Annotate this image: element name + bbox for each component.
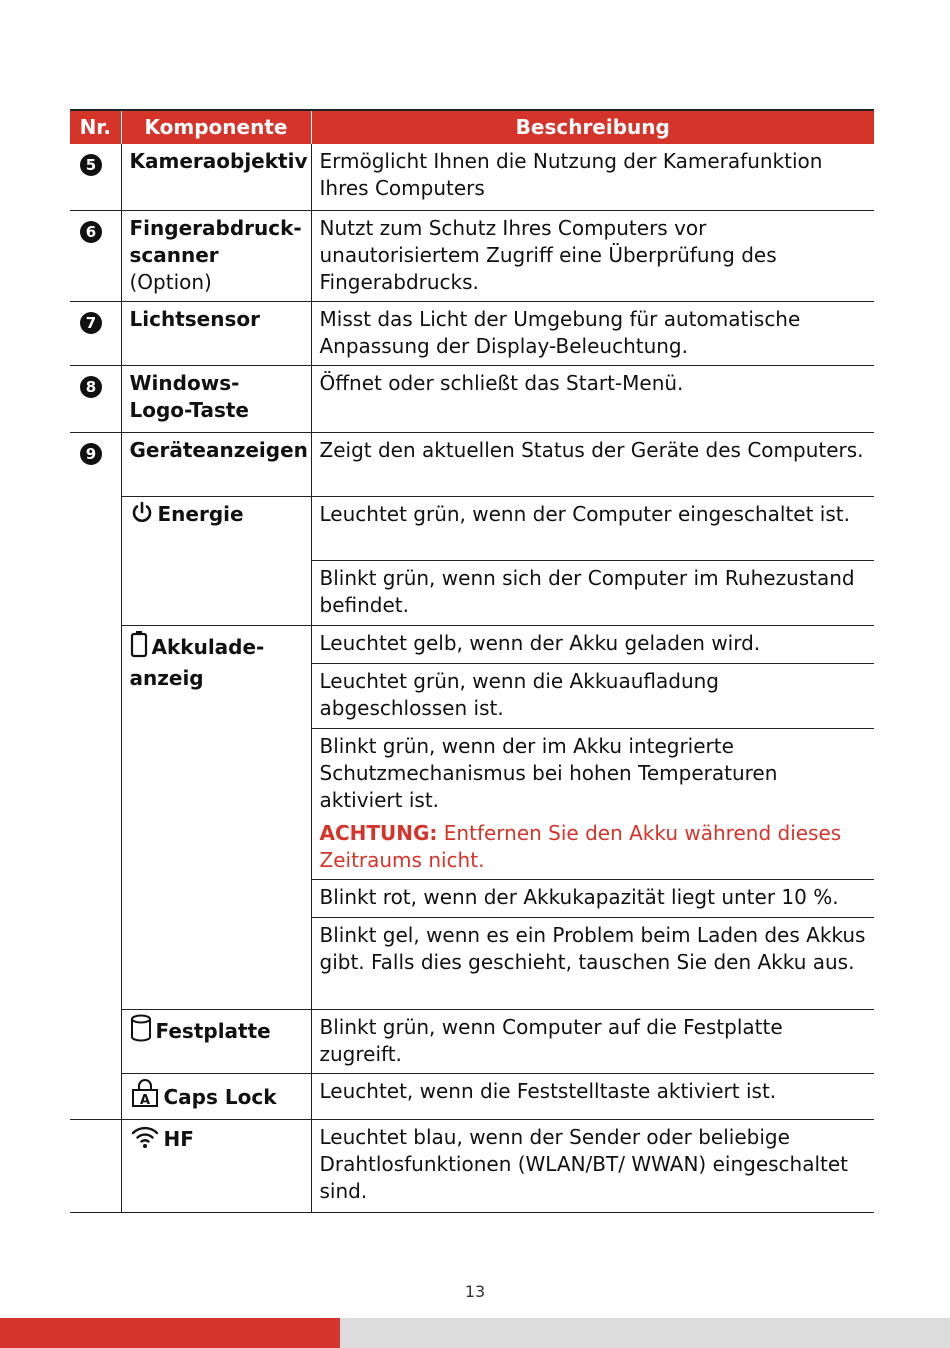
component-description: Öffnet oder schließt das Start-Menü.: [311, 365, 874, 432]
component-energie: Energie: [121, 496, 311, 625]
component-description: Leuchtet blau, wenn der Sender oder beliebige Drahtlosfunktionen (WLAN/BT/ WWAN) eingeschaltet sind.: [311, 1119, 874, 1212]
table-row: [70, 496, 874, 560]
table-row: [70, 365, 874, 432]
page-number: 13: [464, 1282, 486, 1301]
component-name: Kameraobjektiv: [121, 144, 311, 210]
component-name: Lichtsensor: [121, 301, 311, 365]
hard-disk-icon: [130, 1014, 152, 1049]
component-description: Leuchtet, wenn die Feststelltaste aktiviert ist.: [311, 1073, 874, 1119]
component-name: Windows-Logo-Taste: [121, 365, 311, 432]
component-description: Zeigt den aktuellen Status der Geräte des Computers.: [311, 432, 874, 496]
component-table: [70, 109, 874, 1213]
component-description: Blinkt grün, wenn sich der Computer im Ruhezustand befindet.: [311, 560, 874, 625]
table-row: [70, 1009, 874, 1073]
component-hf: HF: [121, 1119, 311, 1212]
component-description: Ermöglicht Ihnen die Nutzung der Kamerafunktion Ihres Computers: [311, 144, 874, 210]
table-row: [70, 144, 874, 210]
table-row: [70, 301, 874, 365]
table-row: [70, 1073, 874, 1119]
component-description: Nutzt zum Schutz Ihres Computers vor unautorisiertem Zugriff eine Überprüfung des Fingerabdrucks.: [311, 210, 874, 301]
power-icon: [130, 501, 154, 532]
footer-bar-grey: [340, 1318, 950, 1348]
table-row: [70, 1119, 874, 1212]
table-header: [70, 110, 874, 144]
component-name: Fingerabdruck-scanner (Option): [121, 210, 311, 301]
battery-icon: [130, 630, 148, 665]
component-description: Leuchtet gelb, wenn der Akku geladen wird.: [311, 625, 874, 663]
header-beschreibung: Beschreibung: [311, 110, 874, 144]
footer-bar-red: [0, 1318, 340, 1348]
component-description: Blinkt grün, wenn der im Akku integrierte Schutzmechanismus bei hohen Temperaturen aktiviert ist. ACHTUNG: Entfernen Sie den Akku während dieses Zeitraums nicht.: [311, 728, 874, 879]
component-festplatte: Festplatte: [121, 1009, 311, 1073]
caps-lock-icon: [130, 1078, 160, 1115]
component-description: Leuchtet grün, wenn die Akkuaufladung abgeschlossen ist.: [311, 663, 874, 728]
component-name: Geräteanzeigen: [121, 432, 311, 496]
header-komponente: Komponente: [121, 110, 311, 144]
component-description: Blinkt grün, wenn Computer auf die Festplatte zugreift.: [311, 1009, 874, 1073]
table-row: [70, 432, 874, 496]
table-row: [70, 625, 874, 663]
number-badge: 5: [80, 154, 102, 176]
number-badge: 9: [80, 443, 102, 465]
number-badge: 7: [80, 312, 102, 334]
component-capslock: A Caps Lock: [121, 1073, 311, 1119]
number-badge: 6: [80, 221, 102, 243]
table-row: [70, 210, 874, 301]
component-akku: Akkulade-anzeig: [121, 625, 311, 1009]
component-description: Blinkt gel, wenn es ein Problem beim Laden des Akkus gibt. Falls dies geschieht, tauschen Sie den Akku aus.: [311, 917, 874, 1009]
number-badge: 8: [80, 376, 102, 398]
component-description: Blinkt rot, wenn der Akkukapazität liegt unter 10 %.: [311, 879, 874, 917]
header-nr: Nr.: [70, 110, 121, 144]
component-description: Misst das Licht der Umgebung für automatische Anpassung der Display-Beleuchtung.: [311, 301, 874, 365]
svg-text:A: A: [139, 1092, 150, 1108]
wifi-icon: [130, 1124, 160, 1157]
warning-note: ACHTUNG: Entfernen Sie den Akku während dieses Zeitraums nicht.: [319, 820, 842, 872]
component-description: Leuchtet grün, wenn der Computer eingeschaltet ist.: [311, 496, 874, 560]
